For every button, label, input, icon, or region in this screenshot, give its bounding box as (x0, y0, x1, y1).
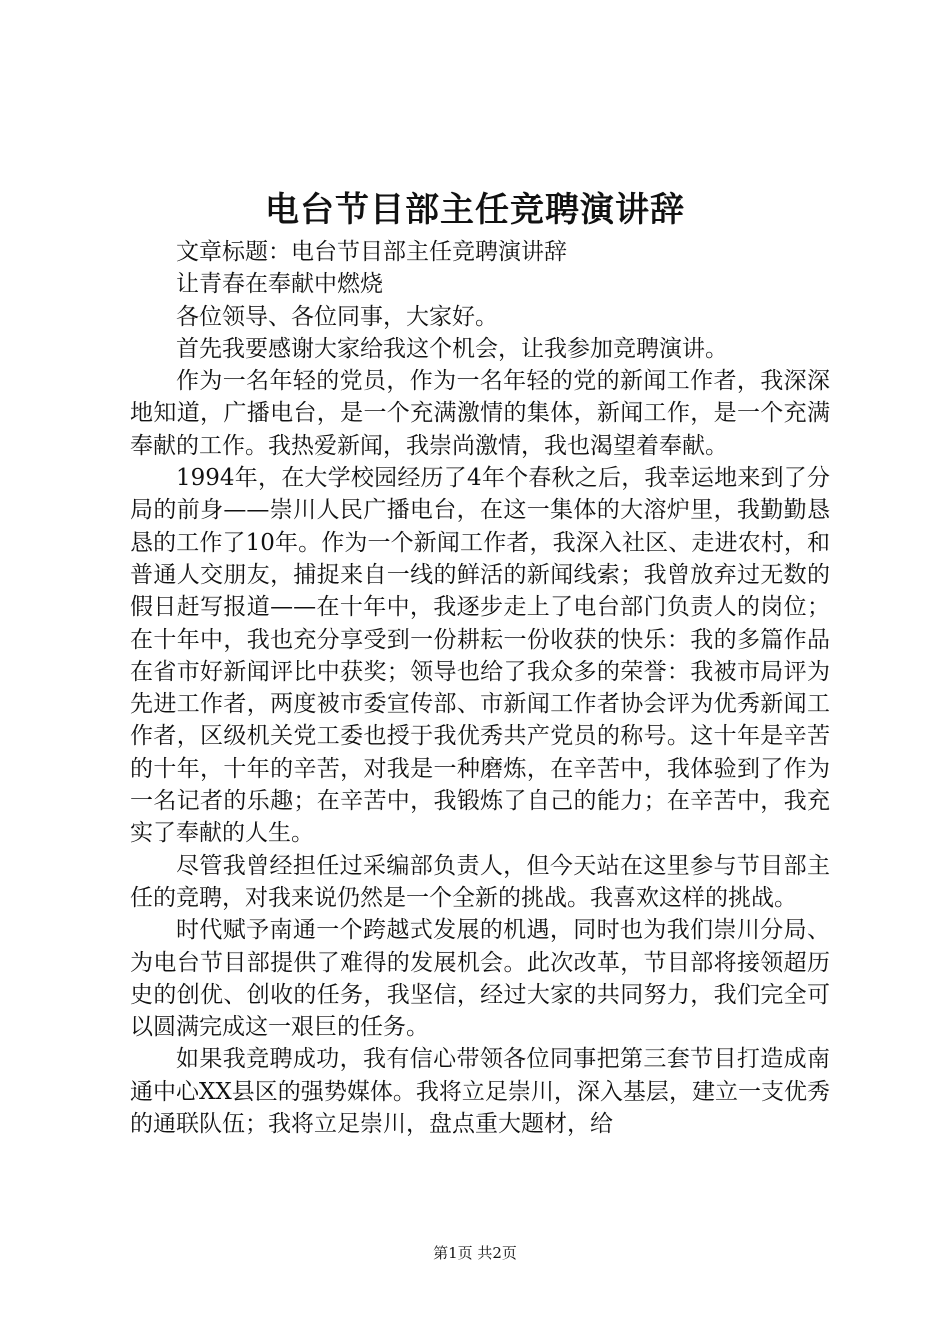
paragraph: 时代赋予南通一个跨越式发展的机遇，同时也为我们崇川分局、为电台节目部提供了难得的发展机会。此次改革，节目部将接领超历史的创优、创收的任务，我坚信，经过大家的共同努力，我们完全可以圆满完成这一艰巨的任务。 (130, 917, 830, 1041)
paragraph: 首先我要感谢大家给我这个机会，让我参加竞聘演讲。 (176, 335, 728, 362)
paragraph: 各位领导、各位同事，大家好。 (176, 303, 498, 330)
paragraph: 1994年，在大学校园经历了4年个春秋之后，我幸运地来到了分局的前身——崇川人民广播电台，在这一集体的大溶炉里，我勤勤恳恳的工作了10年。作为一个新闻工作者，我深入社区、走进农村，和普通人交朋友，捕捉来自一线的鲜活的新闻线索；我曾放弃过无数的假日赶写报道——在十年中，我逐步走上了电台部门负责人的岗位；在十年中，我也充分享受到一份耕耘一份收获的快乐：我的多篇作品在省市好新闻评比中获奖；领导也给了我众多的荣誉：我被市局评为先进工作者，两度被市委宣传部、市新闻工作者协会评为优秀新闻工作者，区级机关党工委也授于我优秀共产党员的称号。这十年是辛苦的十年，十年的辛苦，对我是一种磨炼，在辛苦中，我体验到了作为一名记者的乐趣；在辛苦中，我锻炼了自己的能力；在辛苦中，我充实了奉献的人生。 (130, 465, 830, 847)
document-body (130, 236, 830, 1140)
paragraph: 如果我竞聘成功，我有信心带领各位同事把第三套节目打造成南通中心XX县区的强势媒体。我将立足崇川，深入基层，建立一支优秀的通联队伍；我将立足崇川，盘点重大题材，给 (130, 1046, 830, 1138)
paragraph: 作为一名年轻的党员，作为一名年轻的党的新闻工作者，我深深地知道，广播电台，是一个充满激情的集体，新闻工作，是一个充满奉献的工作。我热爱新闻，我崇尚激情，我也渴望着奉献。 (130, 368, 830, 459)
page-footer: 第1页 共2页 (433, 1244, 517, 1262)
paragraph: 尽管我曾经担任过采编部负责人，但今天站在这里参与节目部主任的竞聘，对我来说仍然是一个全新的挑战。我喜欢这样的挑战。 (130, 852, 830, 911)
document-title: 电台节目部主任竞聘演讲辞 (265, 190, 685, 230)
paragraph: 文章标题：电台节目部主任竞聘演讲辞 (176, 239, 567, 265)
paragraph: 让青春在奉献中燃烧 (176, 271, 383, 298)
